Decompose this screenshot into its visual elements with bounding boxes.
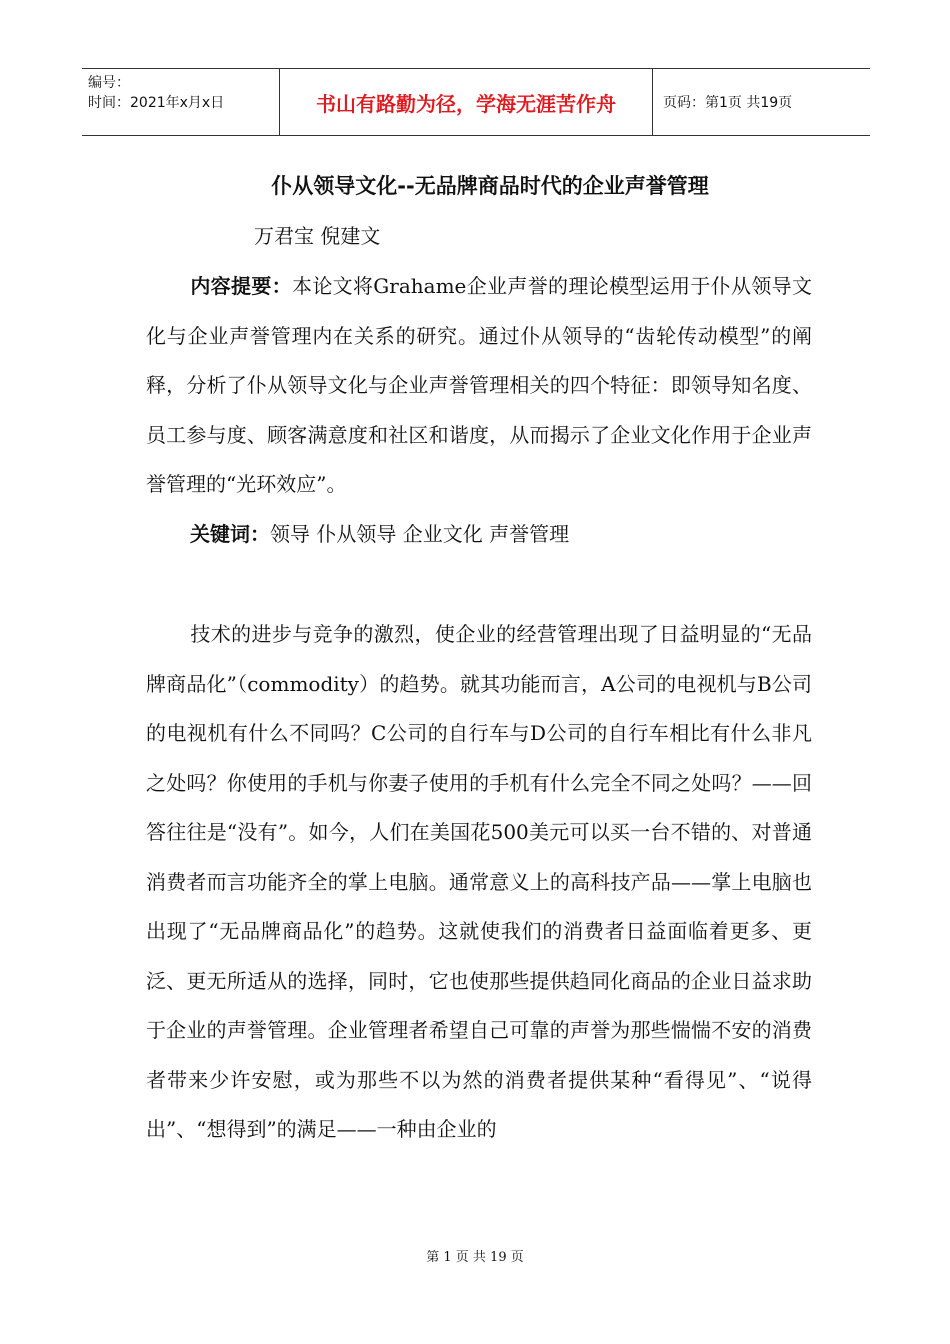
keywords-paragraph xyxy=(146,510,812,560)
document-authors: 万君宝 倪建文 xyxy=(254,224,381,248)
keywords-text: 领导 仆从领导 企业文化 声誉管理 xyxy=(270,522,570,546)
body-text: 技术的进步与竞争的激烈，使企业的经营管理出现了日益明显的“无品牌商品化”（commodity）的趋势。就其功能而言，A公司的电视机与B公司的电视机有什么不同吗？C公司的自行车与D公司的自行车相比有什么非凡之处吗？你使用的手机与你妻子使用的手机有什么完全不同之处吗？——回答往往是“没有”。如今，人们在美国花500美元可以买一台不错的、对普通消费者而言功能齐全的掌上电脑。通常意义上的高科技产品——掌上电脑也出现了“无品牌商品化”的趋势。这就使我们的消费者日益面临着更多、更泛、更无所适从的选择，同时，它也使那些提供趋同化商品的企业日益求助于企业的声誉管理。企业管理者希望自己可靠的声誉为那些惴惴不安的消费者带来少许安慰，或为那些不以为然的消费者提供某种“看得见”、“说得出”、“想得到”的满足——一种由企业的 xyxy=(146,622,812,1141)
page-footer: 第 1 页 共 19 页 xyxy=(426,1250,524,1265)
document-header xyxy=(82,68,870,136)
document-number-label: 编号： xyxy=(88,75,130,91)
abstract-paragraph xyxy=(146,262,812,510)
header-meta-cell xyxy=(82,69,280,135)
body-paragraph xyxy=(146,610,812,1155)
document-date: 时间：2021年x月x日 xyxy=(88,95,225,111)
header-page-info: 页码：第1页 共19页 xyxy=(663,95,793,111)
keywords-label: 关键词： xyxy=(190,522,270,546)
document-title: 仆从领导文化--无品牌商品时代的企业声誉管理 xyxy=(271,174,709,198)
header-motto: 书山有路勤为径，学海无涯苦作舟 xyxy=(280,69,653,135)
abstract-label: 内容提要： xyxy=(190,274,292,298)
abstract-text: 本论文将Grahame企业声誉的理论模型运用于仆从领导文化与企业声誉管理内在关系的研究。通过仆从领导的“齿轮传动模型”的阐释，分析了仆从领导文化与企业声誉管理相关的四个特征：即领导知名度、员工参与度、顾客满意度和社区和谐度，从而揭示了企业文化作用于企业声誉管理的“光环效应”。 xyxy=(146,274,812,496)
